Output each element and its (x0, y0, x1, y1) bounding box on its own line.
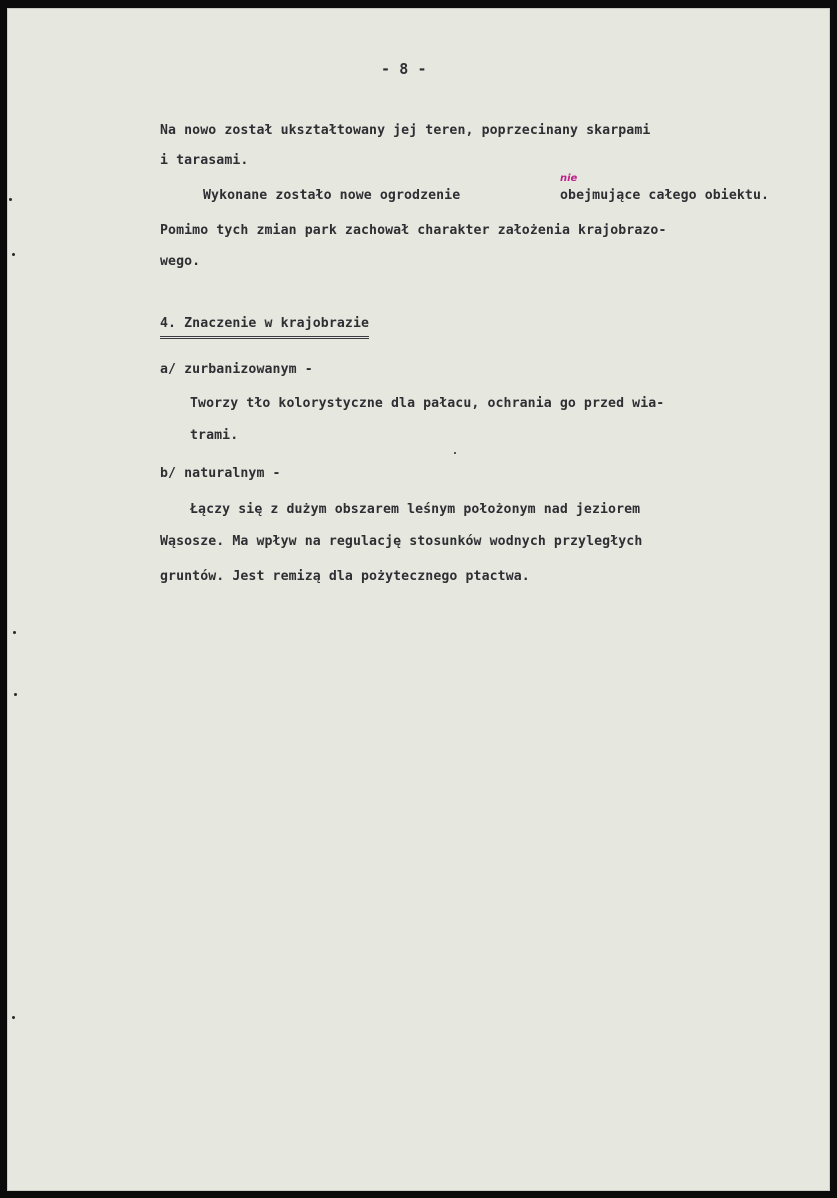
list-item-a-line-2: trami. (190, 428, 239, 443)
margin-dot (14, 693, 17, 696)
document-page (7, 8, 830, 1191)
list-item-b-label: b/ naturalnym - (160, 466, 281, 481)
paragraph-2-line-2: Pomimo tych zmian park zachował charakter założenia krajobrazo- (160, 223, 667, 238)
paragraph-2-line-1-start: Wykonane zostało nowe ogrodzenie (203, 188, 461, 203)
margin-dot (12, 1016, 15, 1019)
margin-dot (9, 198, 12, 201)
paper-speck (454, 452, 456, 454)
paragraph-1-line-2: i tarasami. (160, 153, 249, 168)
page-number: - 8 - (381, 60, 427, 78)
list-item-a-label: a/ zurbanizowanym - (160, 362, 313, 377)
paragraph-1-line-1: Na nowo został ukształtowany jej teren, poprzecinany skarpami (160, 123, 651, 138)
handwritten-insertion: nie (560, 173, 578, 184)
paragraph-2-line-1-end: obejmujące całego obiektu. (560, 188, 770, 203)
list-item-b-line-2: Wąsosze. Ma wpływ na regulację stosunków wodnych przyległych (160, 534, 643, 549)
section-heading: 4. Znaczenie w krajobrazie (160, 316, 369, 339)
margin-dot (12, 253, 15, 256)
margin-dot (13, 631, 16, 634)
list-item-b-line-1: Łączy się z dużym obszarem leśnym położonym nad jeziorem (190, 502, 641, 517)
paragraph-2-line-3: wego. (160, 254, 201, 269)
list-item-a-line-1: Tworzy tło kolorystyczne dla pałacu, ochrania go przed wia- (190, 396, 665, 411)
list-item-b-line-3: gruntów. Jest remizą dla pożytecznego ptactwa. (160, 569, 530, 584)
